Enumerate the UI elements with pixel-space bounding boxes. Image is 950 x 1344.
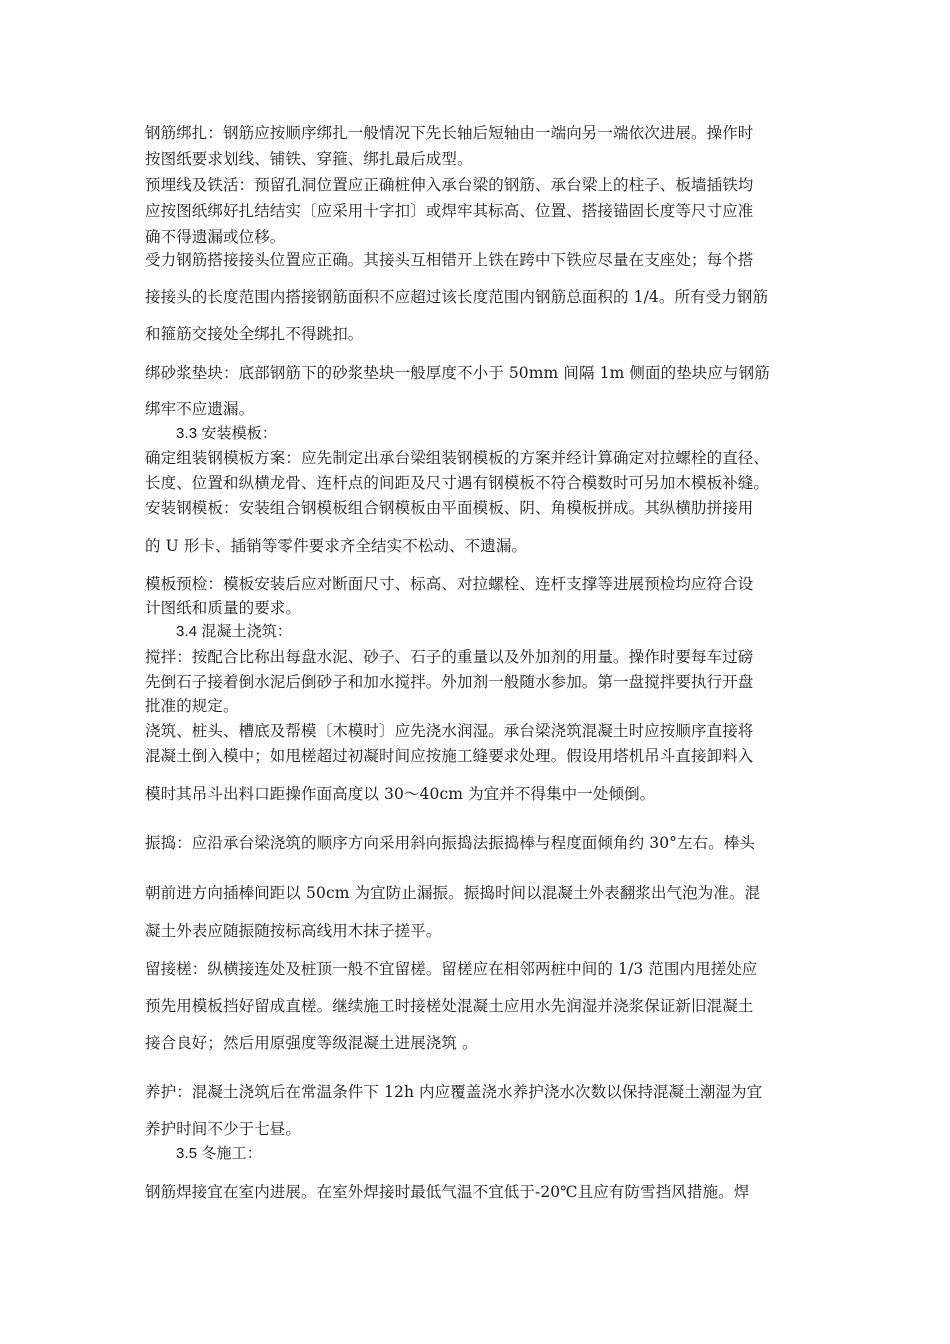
- section-heading-3-3: 3.3 安装模板：: [176, 425, 277, 442]
- text-line: 接合良好；然后用原强度等级混凝土进展浇筑 。: [145, 1034, 478, 1052]
- text-line: 预埋线及铁活：预留孔洞位置应正确桩伸入承台梁的钢筋、承台梁上的柱子、板墙插铁均: [145, 176, 754, 194]
- section-heading-3-4: 3.4 混凝土浇筑：: [176, 623, 293, 640]
- text-line: 凝土外表应随振随按标高线用木抹子搓平。: [145, 922, 442, 940]
- text-line: 受力钢筋搭接接头位置应正确。其接头互相错开上铁在跨中下铁应尽量在支座处；每个搭: [145, 251, 754, 269]
- text-line: 振捣：应沿承台梁浇筑的顺序方向采用斜向振捣法振捣棒与程度面倾角约 30°左右。棒头: [145, 834, 756, 852]
- text-line: 确不得遗漏或位移。: [145, 228, 286, 246]
- text-line: 混凝土倒入模中；如甩槎超过初凝时间应按施工缝要求处理。假设用塔机吊斗直接卸料入: [145, 747, 754, 765]
- text-line: 应按图纸绑好扎结结实〔应采用十字扣〕或焊牢其标高、位置、搭接锚固长度等尺寸应准: [145, 202, 754, 220]
- text-line: 的 U 形卡、插销等零件要求齐全结实不松动、不遗漏。: [145, 537, 528, 555]
- text-line: 按图纸要求划线、铺铁、穿箍、绑扎最后成型。: [145, 150, 473, 168]
- text-line: 长度、位置和纵横龙骨、连杆点的间距及尺寸遇有钢模板不符合模数时可另加木模板补缝。: [145, 474, 770, 492]
- text-line: 朝前进方向插棒间距以 50cm 为宜防止漏振。振捣时间以混凝土外表翻浆出气泡为准。混: [145, 884, 761, 902]
- text-line: 留接槎：纵横接连处及桩顶一般不宜留槎。留槎应在相邻两桩中间的 1/3 范围内甩搓处应: [145, 960, 758, 978]
- text-line: 绑牢不应遗漏。: [145, 400, 255, 418]
- text-line: 确定组装钢模板方案：应先制定出承台梁组装钢模板的方案并经计算确定对拉螺栓的直径、: [145, 449, 770, 467]
- text-line: 养护时间不少于七昼。: [145, 1120, 302, 1138]
- text-line: 养护：混凝土浇筑后在常温条件下 12h 内应覆盖浇水养护浇水次数以保持混凝土潮湿为宜: [145, 1083, 763, 1101]
- text-line: 批准的规定。: [145, 697, 239, 715]
- text-line: 接接头的长度范围内搭接钢筋面积不应超过该长度范围内钢筋总面积的 1/4。所有受力钢筋: [145, 288, 769, 306]
- text-line: 模时其吊斗出料口距操作面高度以 30～40cm 为宜并不得集中一处倾倒。: [145, 785, 656, 803]
- text-line: 钢筋焊接宜在室内进展。在室外焊接时最低气温不宜低于-20℃且应有防雪挡风措施。焊: [145, 1183, 750, 1201]
- text-line: 模板预检：模板安装后应对断面尺寸、标高、对拉螺栓、连杆支撑等进展预检均应符合设: [145, 575, 754, 593]
- text-line: 计图纸和质量的要求。: [145, 599, 302, 617]
- text-line: 绑砂浆垫块：底部钢筋下的砂浆垫块一般厚度不小于 50mm 间隔 1m 侧面的垫块应与钢筋: [145, 364, 770, 382]
- text-line: 预先用模板挡好留成直槎。继续施工时接槎处混凝土应用水先润湿并浇浆保证新旧混凝土: [145, 997, 754, 1015]
- text-line: 先倒石子接着倒水泥后倒砂子和加水搅拌。外加剂一般随水参加。第一盘搅拌要执行开盘: [145, 673, 754, 691]
- section-heading-3-5: 3.5 冬施工：: [176, 1145, 262, 1162]
- text-line: 浇筑、桩头、槽底及帮模〔木模时〕应先浇水润湿。承台梁浇筑混凝土时应按顺序直接将: [145, 722, 754, 740]
- text-line: 安装钢模板：安装组合钢模板组合钢模板由平面模板、阴、角模板拼成。其纵横肋拼接用: [145, 499, 754, 517]
- text-line: 钢筋绑扎：钢筋应按顺序绑扎一般情况下先长轴后短轴由一端向另一端依次进展。操作时: [145, 124, 754, 142]
- text-line: 搅拌：按配合比称出每盘水泥、砂子、石子的重量以及外加剂的用量。操作时要每车过磅: [145, 648, 754, 666]
- text-line: 和箍筋交接处全绑扎不得跳扣。: [145, 325, 364, 343]
